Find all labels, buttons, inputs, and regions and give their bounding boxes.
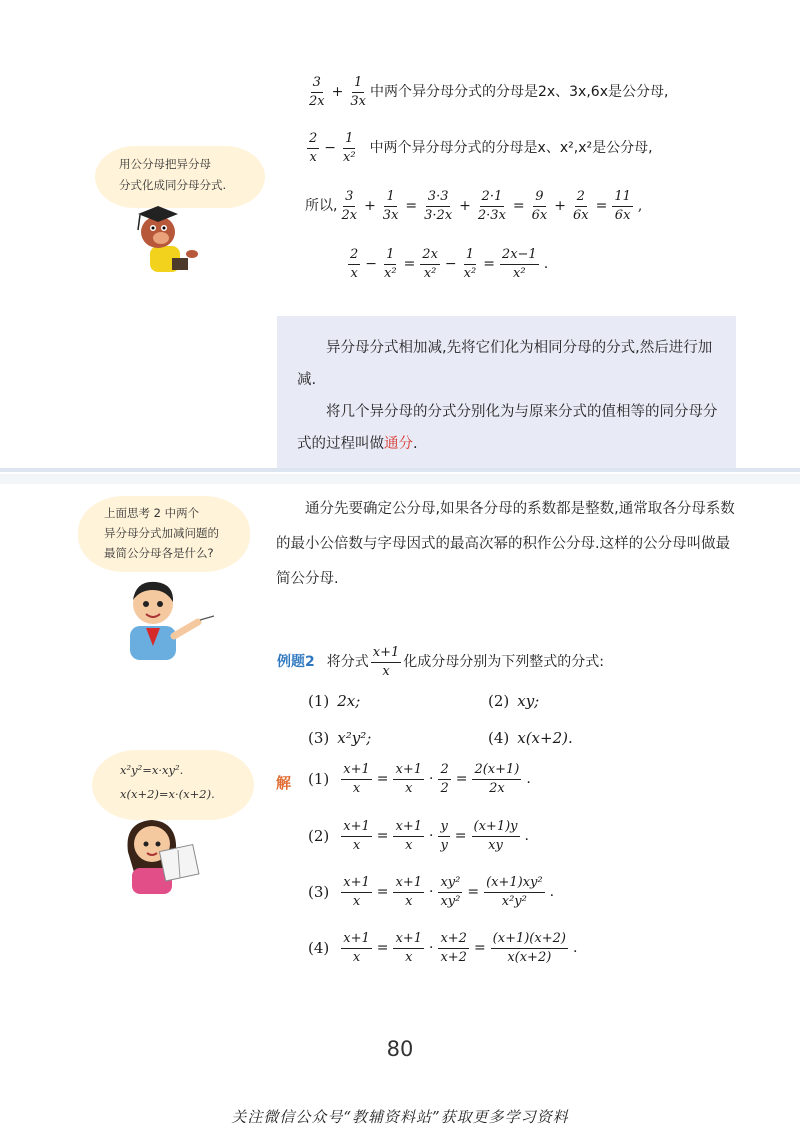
example-suffix: 化成分母分别为下列整式的分式: [403,654,604,671]
line-fraction-intro-2: $\frac{2}{x}$ − $\frac{1}{\text{x²}}$ 中两个异分母分式的分母是x、x²,x²是公分母, [309,131,653,165]
boy-illustration [118,576,218,662]
bubble-line: 用公分母把异分母 [119,157,211,171]
definition-paragraph-1: 异分母分式相加减,先将它们化为相同分母的分式,然后进行加减. [297,340,713,388]
equation-line-2: $\frac{2}{x}$ − $\frac{1}{\text{x²}}$ = $\frac{2x}{\text{x²}}$ − $\frac{1}{\text{x²}}$ = $\frac{2x-1}{\text{x²}}$ . [350,247,549,281]
footer-note: 关注微信公众号“教辅资料站”获取更多学习资料 [231,1108,569,1126]
solution-row: (4) $\frac{x+1}{x}$ = $\frac{x+1}{x}$ · $\frac{x+2}{x+2}$ = $\frac{(x+1)(x+2)}{x(x+2)}$ . [308,931,578,965]
example-label: 例题2 [277,654,315,671]
example-item: (2) xy; [488,692,540,710]
example-item: (4) x(x+2). [488,729,573,747]
example-heading [277,646,604,678]
speech-bubble-girl: x²y²=x·xy². x(x+2)=x·(x+2). [92,750,254,820]
bubble-line: 分式化成同分母分式. [119,178,227,192]
definition-paragraph-2: 将几个异分母的分式分别化为与原来分式的值相等的同分母分式的过程叫做通分. [297,404,718,452]
solution-row: (3) $\frac{x+1}{x}$ = $\frac{x+1}{x}$ · $\frac{\text{xy²}}{\text{xy²}}$ = $\frac{\text{(x+1)xy²}}{\text{x²y²}}$ . [308,875,555,909]
equation-line-1: 所以, $\frac{3}{2x}$ + $\frac{1}{3x}$ = $\frac{3\cdot 3}{3\cdot 2x}$ + $\frac{2\cdot 1}{2\cdot 3x}$ = $\frac{9}{6x}$ + $\frac{2}{6x}$ = $\frac{11}{6x}$ , [305,189,643,223]
fraction: $\frac{1}{3x}$ [350,75,366,109]
highlight-term: 通分 [384,436,413,452]
example-item: (3) x²y²; [308,729,372,747]
line-fraction-intro-1: $\frac{3}{2x}$ + $\frac{1}{3x}$ 中两个异分母分式的分母是2x、3x,6x是公分母, [309,75,669,109]
girl-reading-illustration [118,812,208,894]
line2-text: 中两个异分母分式的分母是x、x²,x²是公分母, [369,140,653,157]
solution-row: (2) $\frac{x+1}{x}$ = $\frac{x+1}{x}$ · $\frac{y}{y}$ = $\frac{(x+1)y}{xy}$ . [308,819,529,853]
fraction: $\frac{3}{2x}$ [309,75,325,109]
fraction: $\frac{1}{\text{x²}}$ [343,131,356,165]
bear-teacher-illustration [128,206,208,278]
so-prefix: 所以, [305,198,338,215]
page-number: 80 [386,1037,414,1061]
section-band-top [0,468,800,472]
example-prefix: 将分式 [326,654,369,671]
example-item: (1) 2x; [308,692,361,710]
definition-box [277,316,736,468]
solution-row: (1) $\frac{x+1}{x}$ = $\frac{x+1}{x}$ · $\frac{2}{2}$ = $\frac{2(x+1)}{2x}$ . [308,762,531,796]
section-band-bottom [0,474,800,484]
solution-label: 解 [276,774,292,792]
explanation-paragraph: 通分先要确定公分母,如果各分母的系数都是整数,通常取各分母系数的最小公倍数与字母因式的最高次幂的积作公分母.这样的公分母叫做最简公分母. [276,501,735,587]
line1-text: 中两个异分母分式的分母是2x、3x,6x是公分母, [369,84,669,101]
speech-bubble-bear [95,146,265,208]
example-fraction: $\frac{x+1}{x}$ [372,645,400,679]
speech-bubble-boy: 上面思考 2 中两个 异分母分式加减问题的 最简公分母各是什么? [78,496,250,572]
fraction: $\frac{2}{x}$ [309,131,318,165]
